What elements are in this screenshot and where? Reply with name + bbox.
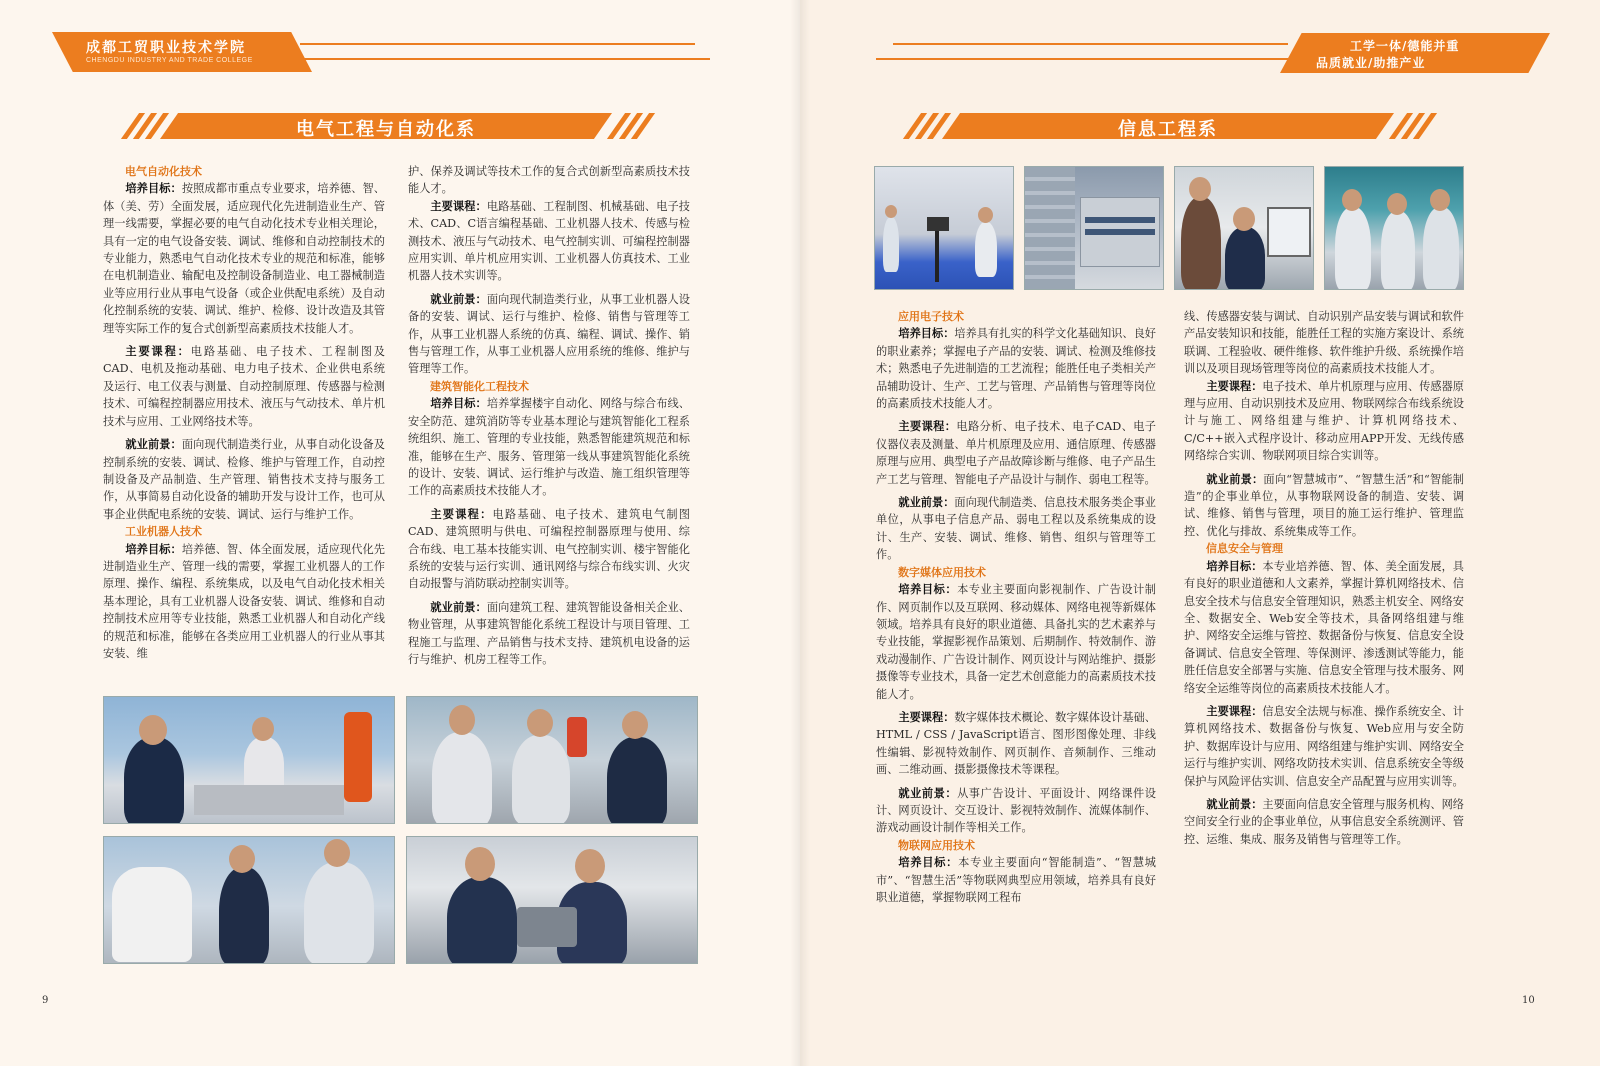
lab-photo: [406, 696, 698, 824]
header-rule: [876, 58, 1296, 60]
label: 培养目标：: [898, 856, 959, 870]
label: 主要课程：: [125, 345, 191, 359]
label: 培养目标：: [430, 397, 487, 411]
label: 就业前景：: [898, 496, 955, 510]
workshop-photo: [1324, 166, 1464, 290]
body-text: 面向“智慧城市”、“智慧生活”和“智能制造”的企事业单位，从事物联网设备的制造、安装、调试、维修、销售与管理，项目的施工运行维护、管理监控、优化与排故、系统集成等工作。: [1184, 472, 1464, 538]
body-text: 培养具有扎实的科学文化基础知识、良好的职业素养；掌握电子产品的安装、调试、检测及维修技术；熟悉电子先进制造的工艺流程；能胜任电子类相关产品辅助设计、生产、工艺与管理、产品销售与管理等岗位的高素质技术技能人才。: [876, 327, 1156, 411]
body-text: 本专业培养德、智、体、美全面发展，具有良好的职业道德和人文素养，掌握计算机网络技术、信息安全技术与信息安全管理知识，熟悉主机安全、网络安全、数据安全、Web安全等技术，具备网络组建与维护、网络安全运维与管控、数据备份与恢复、信息安全设备调试、信息安全管理、等保测评、渗透测试等能力，能胜任信息安全部署与实施、信息安全管理与技术服务、网络安全运维等岗位的高素质技术技能人才。: [1184, 559, 1464, 695]
building-photo: [1024, 166, 1164, 290]
body-text: 面向现代制造类、信息技术服务类企事业单位，从事电子信息产品、弱电工程以及系统集成的设计、生产、安装、调试、维修、销售、组织与管理等工作。: [876, 496, 1156, 562]
header-rule: [300, 58, 710, 60]
body-text: 培养德、智、体全面发展，适应现代化先进制造业生产、管理一线的需要，掌握工业机器人的工作原理、操作、编程、系统集成，以及电气自动化技术相关基本理论，具有工业机器人设备安装、调试、维修和自动控制技术应用等专业技能，熟悉工业机器人和自动化产线的规范和标准，能够在各类应用工业机器人的行业从事其安装、维: [103, 542, 385, 660]
label: 主要课程：: [430, 507, 493, 521]
section-title-bar: [908, 113, 1428, 139]
label: 就业前景：: [125, 438, 182, 452]
left-text-column-1: [103, 163, 385, 662]
label: 主要课程：: [898, 420, 957, 434]
body-text: 面向建筑工程、建筑智能设备相关企业、物业管理，从事建筑智能化系统工程设计与项目管理、工程施工与监理、产品销售与技术支持、建筑机电设备的运行与维护、机房工程等工作。: [408, 600, 690, 666]
left-text-column-2: [408, 163, 690, 668]
college-header-banner: [52, 32, 312, 72]
right-text-column-2: [1184, 308, 1464, 848]
body-text: 电子技术、单片机原理与应用、传感器原理与应用、自动识别技术及应用、物联网综合布线系统设计与施工、网络组建与维护、计算机网络技术、C/C++嵌入式程序设计、移动应用APP开发、无线传感网络综合实训、物联网项目综合实训等。: [1184, 379, 1464, 463]
label: 培养目标：: [1206, 559, 1263, 573]
major-heading: 物联网应用技术: [898, 838, 975, 852]
major-heading: 建筑智能化工程技术: [430, 379, 529, 393]
label: 培养目标：: [125, 542, 182, 556]
label: 培养目标：: [125, 182, 182, 196]
department-title: 电气工程与自动化系: [296, 119, 476, 140]
body-text: 线、传感器安装与调试、自动识别产品安装与调试和软件产品安装知识和技能，能胜任工程的实施方案设计、系统联调、工程验收、硬件维修、软件维护升级、系统操作培训以及项目现场管理等岗位的高素质技术技能人才。: [1184, 310, 1464, 376]
lab-photo: [103, 836, 395, 964]
label: 主要课程：: [1206, 379, 1263, 393]
body-text: 本专业主要面向影视制作、广告设计制作、网页制作以及互联网、移动媒体、网络电视等新媒体领域。培养具有良好的职业道德、具备扎实的艺术素养与专业技能，掌握影视作品策划、后期制作、特效制作、游戏动漫制作、广告设计制作、网页设计与网站维护、摄影摄像等专业技术，具备一定艺术创意能力的高素质技术技能人才。: [876, 583, 1156, 701]
classroom-photo: [1174, 166, 1314, 290]
major-heading: 工业机器人技术: [125, 525, 202, 539]
body-text: 护、保养及调试等技术工作的复合式创新型高素质技术技能人才。: [408, 165, 690, 196]
page-number: 9: [42, 995, 49, 1006]
body-text: 电路基础、工程制图、机械基础、电子技术、CAD、C语言编程基础、工业机器人技术、传感与检测技术、液压与气动技术、电气控制实训、可编程控制器应用实训、单片机应用实训、工业机器人仿真技术、工业机器人技术实训等。: [408, 199, 690, 283]
label: 就业前景：: [1206, 797, 1263, 811]
header-rule: [300, 43, 695, 45]
body-text: 电路分析、电子技术、电子CAD、电子仪器仪表及测量、单片机原理及应用、通信原理、传感器原理与应用、典型电子产品故障诊断与维修、电子产品生产工艺与管理、智能电子产品设计与制作、弱电工程等。: [876, 420, 1156, 486]
college-name-cn: 成都工贸职业技术学院: [86, 40, 246, 56]
body-text: 从事广告设计、平面设计、网络课件设计、网页设计、交互设计、影视特效制作、流媒体制作、游戏动画设计制作等相关工作。: [876, 786, 1156, 835]
lab-photo: [406, 836, 698, 964]
college-name-en: CHENGDU INDUSTRY AND TRADE COLLEGE: [86, 57, 253, 64]
body-text: 数字媒体技术概论、数字媒体设计基础、HTML / CSS / JavaScript语言、图形图像处理、非线性编辑、影视特效制作、网页制作、音频制作、三维动画、二维动画、摄影摄像技术等课程。: [876, 710, 1156, 777]
major-heading: 数字媒体应用技术: [898, 565, 986, 579]
section-title-bar: [126, 113, 646, 139]
label: 就业前景：: [898, 786, 958, 800]
book-gutter: [790, 0, 810, 1066]
right-page: [800, 0, 1600, 1066]
label: 就业前景：: [430, 600, 487, 614]
label: 培养目标：: [898, 583, 958, 597]
label: 就业前景：: [1206, 472, 1264, 486]
label: 就业前景：: [430, 292, 487, 306]
body-text: 按照成都市重点专业要求，培养德、智、体（美、劳）全面发展，适应现代化先进制造业生产、管理一线需要，掌握必要的电气自动化技术专业相关理论，具有一定的电气设备安装、调试、维修和自动控制技术的专业能力，熟悉电气自动化技术专业的规范和标准，能够在电机制造业、输配电及控制设备制造业、电工器械制造业等应用行业从事电气设备（或企业供配电系统）及自动化控制系统的安装、调试、维护、检修、设计改造及其管理等实际工作的复合式创新型高素质技术技能人才。: [103, 182, 385, 335]
studio-photo: [874, 166, 1014, 290]
right-text-column-1: [876, 308, 1156, 906]
body-text: 面向现代制造类行业，从事自动化设备及控制系统的安装、调试、检修、维护与管理工作，自动控制设备及产品制造、生产管理、销售技术支持与服务工作，从事简易自动化设备的辅助开发与设计工作，也可从事企业供配电系统的安装、调试、运行与维护工作。: [103, 438, 385, 521]
body-text: 信息安全法规与标准、操作系统安全、计算机网络技术、数据备份与恢复、Web应用与安全防护、数据库设计与应用、网络组建与维护实训、网络安全运行与维护实训、网络攻防技术实训、信息系统安全等级保护与风险评估实训、信息安全产品配置与应用实训等。: [1184, 704, 1464, 788]
major-heading: 信息安全与管理: [1206, 542, 1283, 556]
motto-banner: [1280, 33, 1550, 73]
body-text: 主要面向信息安全管理与服务机构、网络空间安全行业的企事业单位，从事信息安全系统测评、管控、运维、集成、服务及销售与管理等工作。: [1184, 797, 1464, 846]
motto-line-2: 品质就业/助推产业: [1316, 56, 1426, 70]
major-heading: 应用电子技术: [898, 310, 964, 323]
body-text: 本专业主要面向“智能制造”、“智慧城市”、“智慧生活”等物联网典型应用领域，培养具有良好职业道德，掌握物联网工程布: [876, 856, 1156, 904]
body-text: 面向现代制造类行业，从事工业机器人设备的安装、调试、运行与维护、检修、销售与管理等工作，从事工业机器人系统的仿真、编程、调试、操作、销售与管理工作，从事工业机器人应用系统的维修、维护与管理等工作。: [408, 292, 690, 376]
label: 主要课程：: [1206, 704, 1263, 718]
header-rule: [893, 43, 1288, 45]
body-text: 培养掌握楼宇自动化、网络与综合布线、安全防范、建筑消防等专业基本理论与建筑智能化工程系统组织、施工、管理的专业技能，熟悉智能建筑规范和标准，能够在生产、服务、管理第一线从事建筑智能化系统的设计、安装、调试、运行维护与改造、施工组织管理等工作的高素质技术技能人才。: [408, 397, 690, 498]
label: 培养目标：: [898, 327, 955, 341]
body-text: 电路基础、电子技术、建筑电气制图CAD、建筑照明与供电、可编程控制器原理与使用、综合布线、电工基本技能实训、电气控制实训、楼宇智能化系统的安装与运行实训、通讯网络与综合布线实训、火灾自动报警与消防联动控制实训等。: [408, 507, 690, 591]
body-text: 电路基础、电子技术、工程制图及CAD、电机及拖动基础、电力电子技术、企业供电系统及运行、电工仪表与测量、自动控制原理、传感器与检测技术、可编程控制器应用技术、液压与气动技术、单片机技术与应用、工业网络技术等。: [103, 345, 385, 428]
page-number: 10: [1522, 995, 1535, 1006]
lab-photo: [103, 696, 395, 824]
label: 主要课程：: [430, 199, 487, 213]
label: 主要课程：: [898, 710, 955, 724]
department-title: 信息工程系: [1118, 119, 1218, 140]
major-heading: 电气自动化技术: [125, 165, 202, 178]
motto-line-1: 工学一体/德能并重: [1350, 39, 1460, 53]
